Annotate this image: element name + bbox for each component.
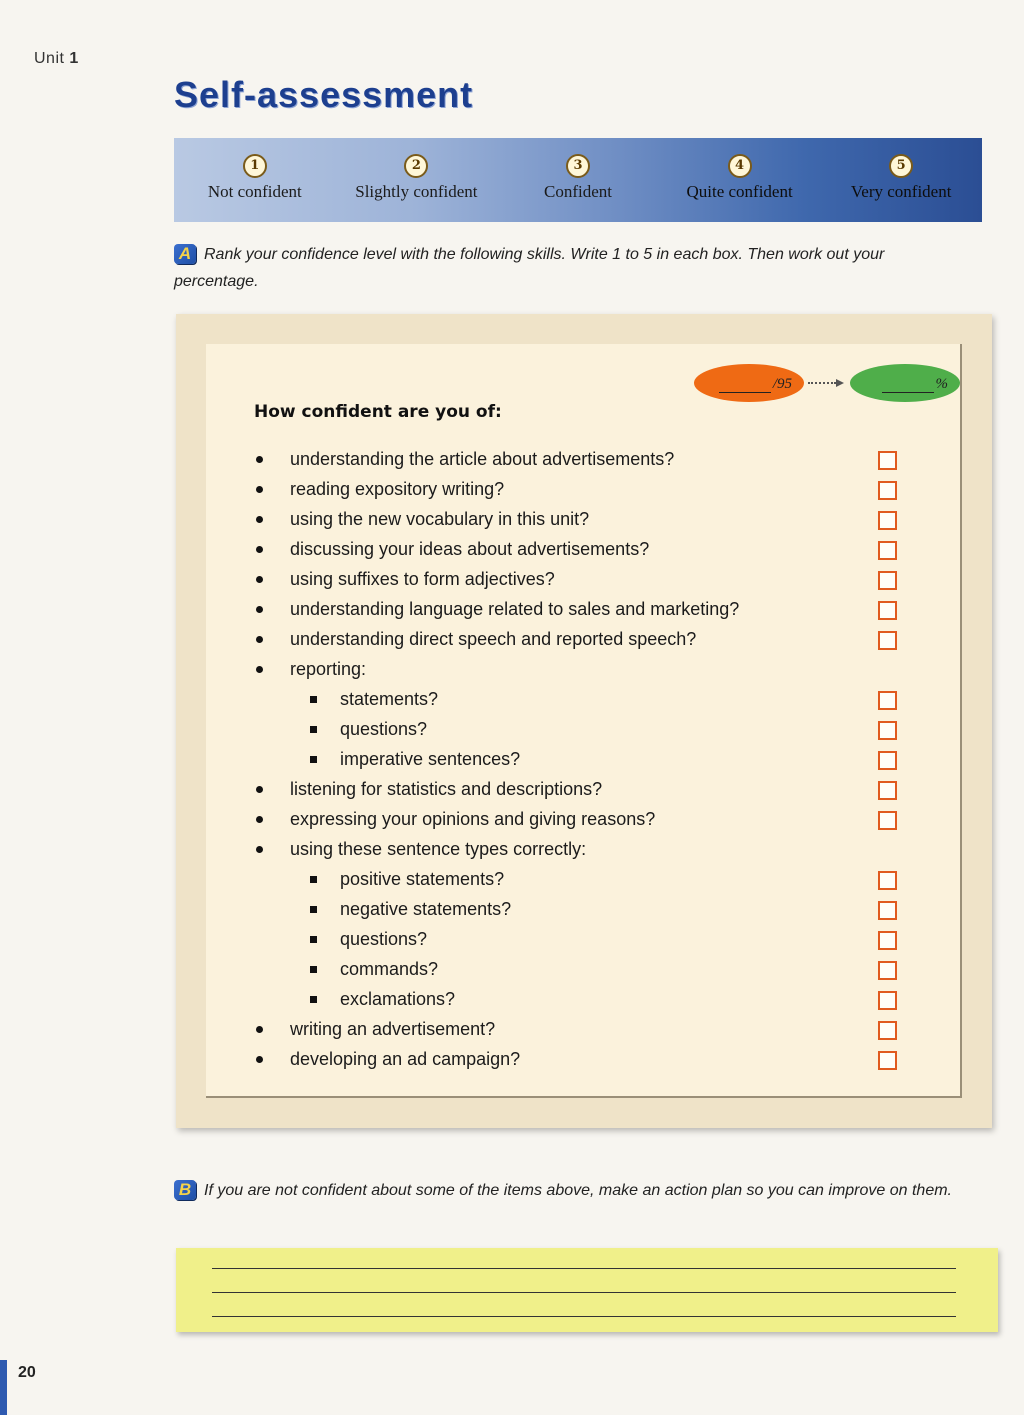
item-text: understanding language related to sales and marketing? [290, 599, 740, 619]
page-number: 20 [18, 1364, 36, 1381]
scale-item-5 [820, 138, 982, 222]
section-a-badge-icon: A [174, 244, 196, 264]
scale-label: Slightly confident [355, 182, 478, 201]
item-text: understanding the article about advertisements? [290, 449, 675, 469]
unit-label-text: Unit [34, 50, 65, 67]
rating-box[interactable] [878, 1021, 897, 1040]
list-item [206, 564, 960, 594]
rating-box[interactable] [878, 691, 897, 710]
square-bullet-icon [310, 876, 317, 883]
percent-sign: % [935, 376, 948, 392]
item-text: questions? [340, 719, 428, 739]
bullet-icon [256, 846, 263, 853]
list-item [206, 594, 960, 624]
bullet-icon [256, 636, 263, 643]
list-item [206, 1044, 960, 1074]
total-score-label: /95 [772, 376, 792, 392]
self-assessment-panel [176, 314, 992, 1128]
list-item [206, 774, 960, 804]
action-plan-line[interactable] [212, 1268, 956, 1269]
scale-number-icon: 5 [889, 154, 913, 178]
scale-item-4 [659, 138, 821, 222]
list-item [206, 654, 960, 684]
item-text: discussing your ideas about advertisements? [290, 539, 650, 559]
rating-box[interactable] [878, 811, 897, 830]
sub-list-item [206, 744, 960, 774]
confidence-scale-bar [174, 138, 982, 222]
action-plan-line[interactable] [212, 1316, 956, 1317]
rating-box[interactable] [878, 961, 897, 980]
item-text: positive statements? [340, 869, 505, 889]
list-item [206, 1014, 960, 1044]
sub-list-item [206, 954, 960, 984]
rating-box[interactable] [878, 451, 897, 470]
square-bullet-icon [310, 966, 317, 973]
sub-list-item [206, 864, 960, 894]
item-text: negative statements? [340, 899, 512, 919]
list-item [206, 624, 960, 654]
bullet-icon [256, 1056, 263, 1063]
list-item [206, 534, 960, 564]
item-text: expressing your opinions and giving reasons? [290, 809, 656, 829]
list-item [206, 474, 960, 504]
square-bullet-icon [310, 726, 317, 733]
list-item [206, 444, 960, 474]
square-bullet-icon [310, 906, 317, 913]
bullet-icon [256, 576, 263, 583]
sub-list-item [206, 684, 960, 714]
item-text: statements? [340, 689, 439, 709]
scale-item-3 [497, 138, 659, 222]
rating-box[interactable] [878, 781, 897, 800]
unit-label [34, 50, 79, 68]
square-bullet-icon [310, 696, 317, 703]
bullet-icon [256, 1026, 263, 1033]
page-title: Self-assessment [174, 74, 474, 115]
scale-number-icon: 2 [404, 154, 428, 178]
square-bullet-icon [310, 756, 317, 763]
bullet-icon [256, 666, 263, 673]
item-text: writing an advertisement? [290, 1019, 496, 1039]
scale-label: Very confident [850, 182, 952, 201]
scale-label: Confident [543, 182, 612, 201]
item-text: using these sentence types correctly: [290, 839, 587, 859]
list-item [206, 804, 960, 834]
rating-box[interactable] [878, 511, 897, 530]
bullet-icon [256, 486, 263, 493]
list-item [206, 834, 960, 864]
item-text: reporting: [290, 659, 367, 679]
percentage-blank[interactable] [882, 392, 934, 393]
scale-item-2 [336, 138, 498, 222]
action-plan-box[interactable] [176, 1248, 998, 1332]
scale-number-icon: 3 [566, 154, 590, 178]
scale-number-icon: 1 [243, 154, 267, 178]
rating-box[interactable] [878, 571, 897, 590]
section-b-text: If you are not confident about some of the items above, make an action plan so you can improve on them. [204, 1182, 952, 1199]
bullet-icon [256, 786, 263, 793]
item-text: commands? [340, 959, 439, 979]
square-bullet-icon [310, 936, 317, 943]
scale-item-1 [174, 138, 336, 222]
item-text: exclamations? [340, 989, 456, 1009]
rating-box[interactable] [878, 631, 897, 650]
list-item [206, 504, 960, 534]
checklist-heading: How confident are you of: [254, 402, 502, 422]
rating-box[interactable] [878, 721, 897, 740]
item-text: developing an ad campaign? [290, 1049, 521, 1069]
percentage-oval[interactable] [850, 364, 960, 402]
item-text: reading expository writing? [290, 479, 505, 499]
bullet-icon [256, 546, 263, 553]
scale-label: Not confident [207, 182, 302, 201]
sub-list-item [206, 924, 960, 954]
sub-list-item [206, 894, 960, 924]
arrow-right-icon [808, 380, 844, 386]
section-a-instruction [174, 241, 954, 295]
item-text: listening for statistics and descriptions? [290, 779, 603, 799]
rating-box[interactable] [878, 871, 897, 890]
unit-number: 1 [69, 50, 79, 67]
section-a-text: Rank your confidence level with the following skills. Write 1 to 5 in each box. Then work out your percentage. [174, 246, 885, 290]
rating-box[interactable] [878, 901, 897, 920]
rating-box[interactable] [878, 991, 897, 1010]
rating-box[interactable] [878, 931, 897, 950]
bullet-icon [256, 456, 263, 463]
section-b-badge-icon: B [174, 1180, 196, 1200]
bullet-icon [256, 516, 263, 523]
item-text: using suffixes to form adjectives? [290, 569, 555, 589]
rating-box[interactable] [878, 541, 897, 560]
item-text: understanding direct speech and reported speech? [290, 629, 697, 649]
skills-list [206, 444, 960, 1074]
rating-box[interactable] [878, 751, 897, 770]
bullet-icon [256, 816, 263, 823]
rating-box[interactable] [878, 601, 897, 620]
total-score-oval[interactable] [694, 364, 804, 402]
item-text: imperative sentences? [340, 749, 521, 769]
item-text: using the new vocabulary in this unit? [290, 509, 590, 529]
score-row [694, 364, 960, 402]
checklist-card [206, 344, 962, 1098]
scale-label: Quite confident [686, 182, 793, 201]
total-score-blank[interactable] [719, 392, 771, 393]
rating-box[interactable] [878, 481, 897, 500]
sub-list-item [206, 714, 960, 744]
sub-list-item [206, 984, 960, 1014]
item-text: questions? [340, 929, 428, 949]
page-edge-tab [0, 1360, 7, 1415]
bullet-icon [256, 606, 263, 613]
section-b-instruction [174, 1177, 954, 1204]
scale-number-icon: 4 [728, 154, 752, 178]
square-bullet-icon [310, 996, 317, 1003]
action-plan-line[interactable] [212, 1292, 956, 1293]
rating-box[interactable] [878, 1051, 897, 1070]
